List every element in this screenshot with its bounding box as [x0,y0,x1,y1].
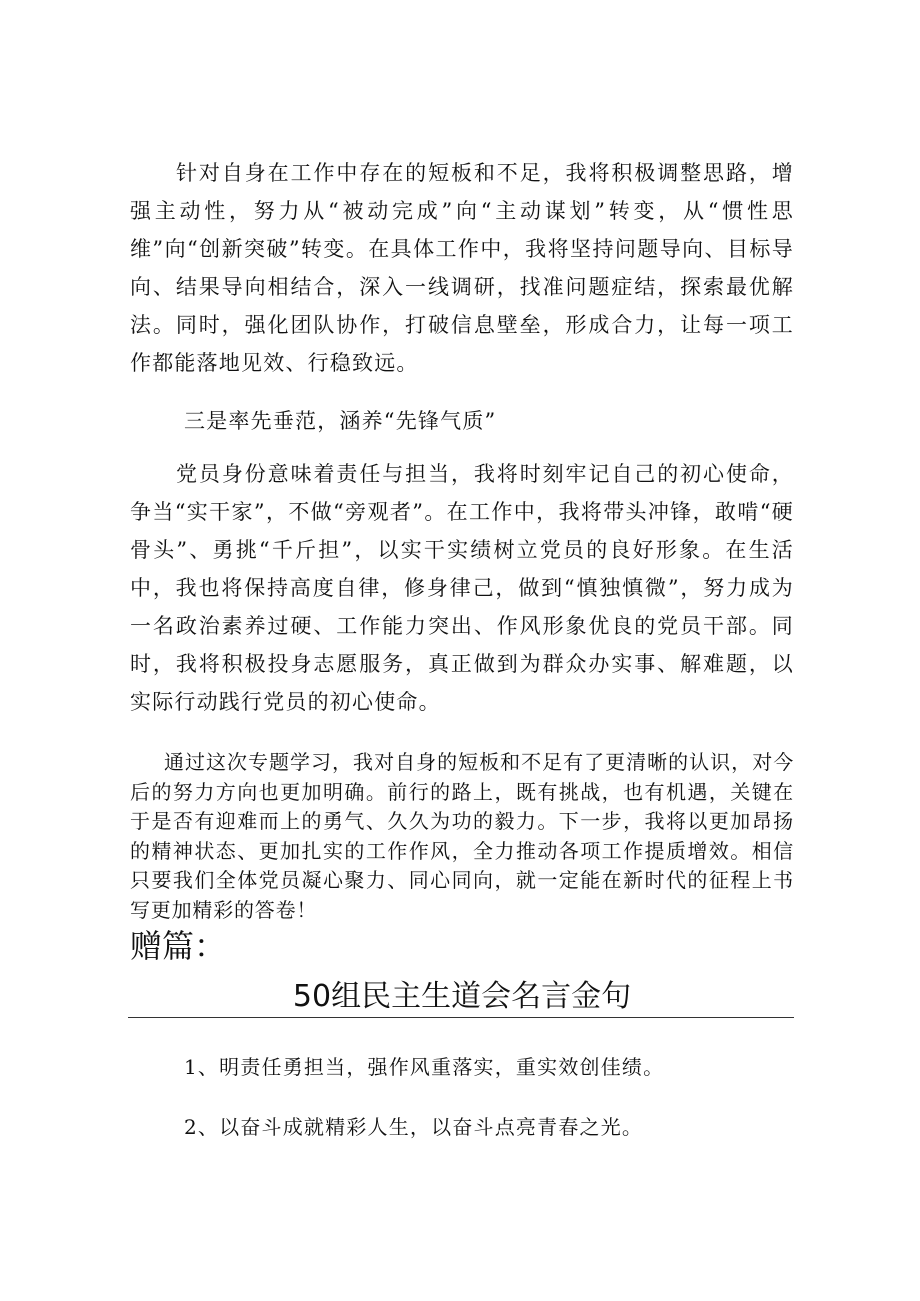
body-paragraph-2: 党员身份意味着责任与担当，我将时刻牢记自己的初心使命，争当“实干家”，不做“旁观者”。在工作中，我将带头冲锋，敢啃“硬骨头”、勇挑“千斤担”，以实干实绩树立党员的良好形象。在生活中，我也将保持高度自律，修身律己，做到“慎独慎微”，努力成为一名政治素养过硬、工作能力突出、作风形象优良的党员干部。同时，我将积极投身志愿服务，真正做到为群众办实事、解难题，以实际行动践行党员的初心使命。 [130,462,794,714]
quote-item-1: 1、明责任勇担当，强作风重落实，重实效创佳绩。 [184,1055,665,1079]
body-paragraph-3: 通过这次专题学习，我对自身的短板和不足有了更清晰的认识，对今后的努力方向也更加明确。前行的路上，既有挑战，也有机遇，关键在于是否有迎难而上的勇气、久久为功的毅力。下一步，我将以更加昂扬的精神状态、更加扎实的工作作风，全力推动各项工作提质增效。相信只要我们全体党员凝心聚力、同心同向，就一定能在新时代的征程上书写更加精彩的答卷！ [130,750,794,922]
gift-section-label: 赠篇： [130,927,227,965]
gift-section-title: 50组民主生道会名言金句 [292,979,632,1014]
section-heading-3: 三是率先垂范，涵养“先锋气质” [184,409,497,433]
body-paragraph-1: 针对自身在工作中存在的短板和不足，我将积极调整思路，增强主动性，努力从“被动完成”向“主动谋划”转变，从“惯性思维”向“创新突破”转变。在具体工作中，我将坚持问题导向、目标导向、结果导向相结合，深入一线调研，找准问题症结，探索最优解法。同时，强化团队协作，打破信息壁垒，形成合力，让每一项工作都能落地见效、行稳致远。 [130,161,794,375]
quote-item-2: 2、以奋斗成就精彩人生，以奋斗点亮青春之光。 [184,1115,644,1139]
title-divider [128,1017,794,1018]
